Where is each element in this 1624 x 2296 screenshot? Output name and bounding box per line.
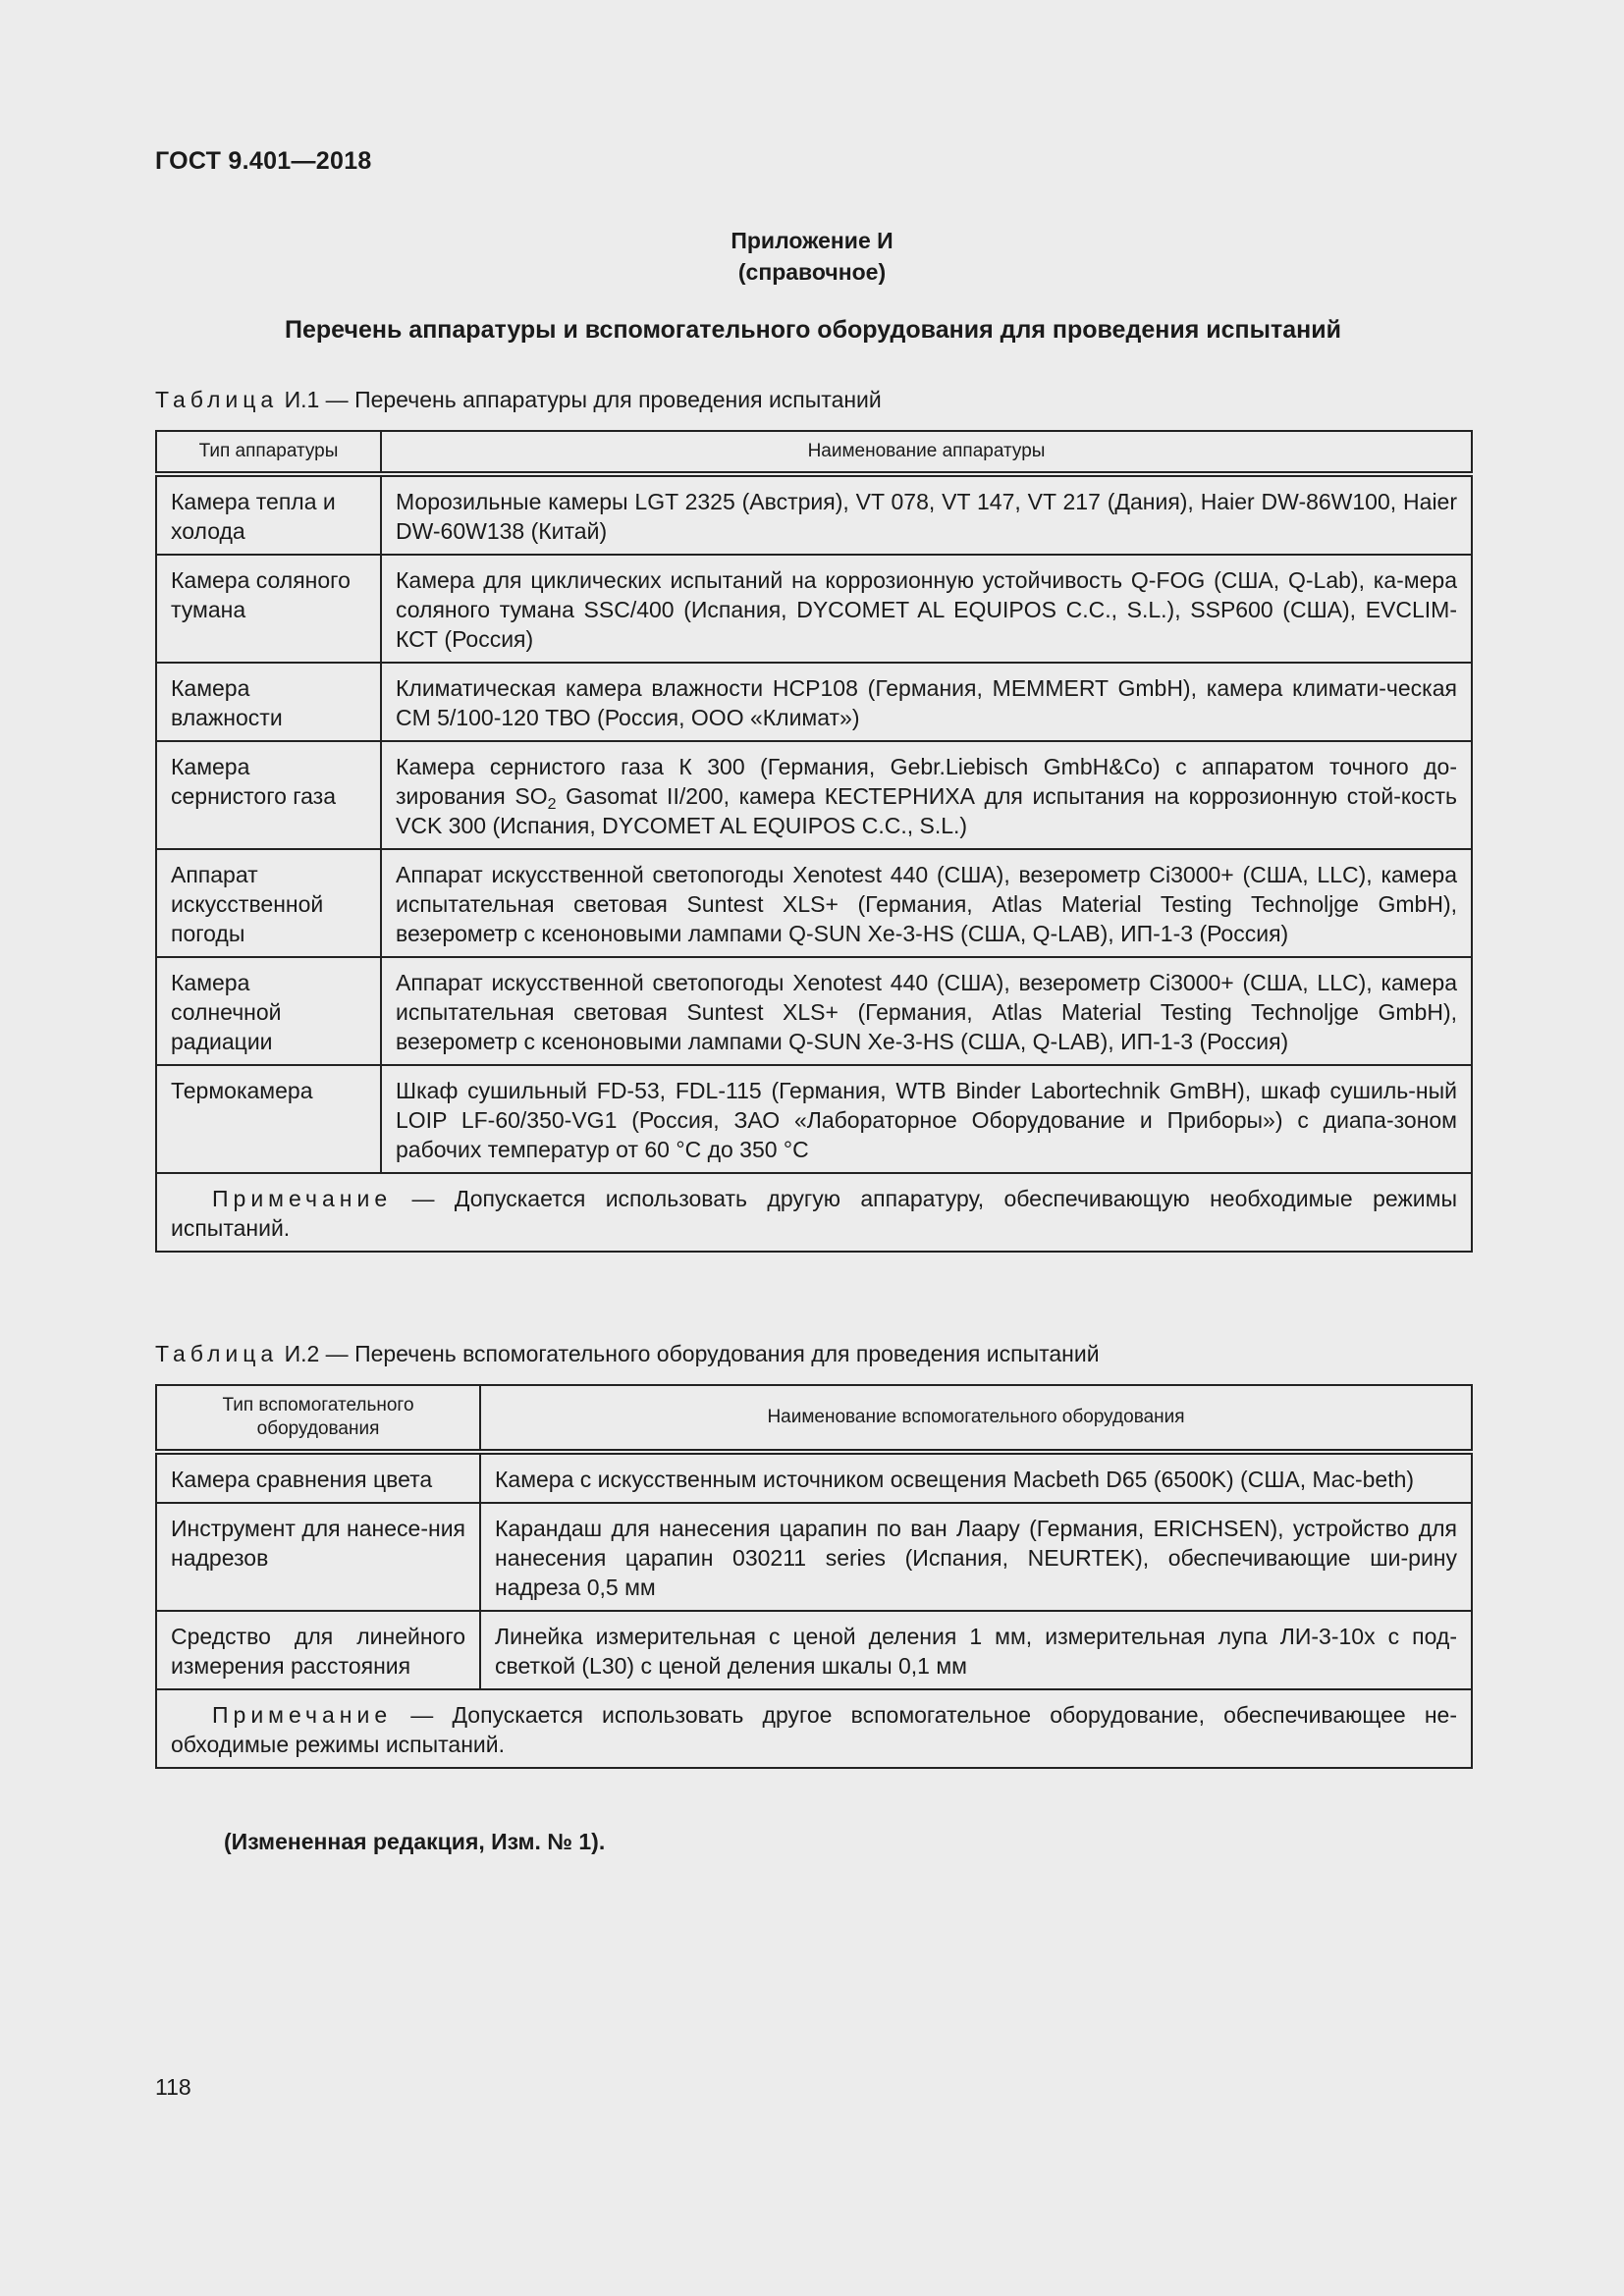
table-row [156,1065,1472,1173]
table1-caption [155,387,882,413]
table2-caption [155,1341,1100,1367]
table-cell-type: Камера сернистого газа [156,741,381,849]
appendix-subtitle: (справочное) [737,259,887,285]
section-title: Перечень аппаратуры и вспомогательного оборудования для проведения испытаний [285,316,1341,344]
table1-caption-text: И.1 — Перечень аппаратуры для проведения испытаний [284,387,882,412]
table-row [156,663,1472,741]
note-text: — Допускается использовать другую аппаратуру, обеспечивающую необходимые режимы испытаний. [171,1186,1457,1241]
table-cell-name-part1: Камера сернистого газа К 300 (Германия, Gebr.Liebisch GmbH&Co) с аппаратом точного до-зирования SO [396,754,1457,809]
subscript-2: 2 [547,796,557,813]
note-label: Примечание [212,1186,393,1211]
table-cell-name: Аппарат искусственной светопогоды Xenotest 440 (США), везерометр Ci3000+ (США, LLC), камера испытательная световая Suntest XLS+ (Германия, Atlas Material Testing Technoljge GmbH), везерометр с ксеноновыми лампами Q-SUN Xe-3-HS (США, Q-LAB), ИП-1-3 (Россия) [381,849,1472,957]
table2-caption-word: Таблица [155,1341,279,1366]
table2-header-row [156,1385,1472,1452]
table-cell-name: Климатическая камера влажности HCP108 (Германия, MEMMERT GmbH), камера климати-ческая CM 5/100-120 ТВО (Россия, ООО «Климат») [381,663,1472,741]
table1 [155,430,1473,1253]
table-row [156,1503,1472,1611]
table-cell-type: Инструмент для нанесе-ния надрезов [156,1503,480,1611]
table-cell-type: Термокамера [156,1065,381,1173]
note-label: Примечание [212,1702,393,1728]
table-cell-name [381,741,1472,849]
table2-note-row [156,1689,1472,1768]
table-row [156,849,1472,957]
table-cell-name: Камера для циклических испытаний на коррозионную устойчивость Q-FOG (США, Q-Lab), ка-мера соляного тумана SSC/400 (Испания, DYCOMET AL EQUIPOS C.C., S.L.), SSP600 (США), EVCLIM-КСТ (Россия) [381,555,1472,663]
table-cell-name: Шкаф сушильный FD-53, FDL-115 (Германия, WTB Binder Labortechnik GmBH), шкаф сушиль-ный LOIP LF-60/350-VG1 (Россия, ЗАО «Лабораторное Оборудование и Приборы») с диапа-зоном рабочих температур от 60 °С до 350 °С [381,1065,1472,1173]
table-cell-type: Средство для линейного измерения расстояния [156,1611,480,1689]
table1-note-row [156,1173,1472,1252]
table1-note [156,1173,1472,1252]
table-cell-type: Камера солнечной радиации [156,957,381,1065]
table1-header-name: Наименование аппаратуры [381,431,1472,474]
table-cell-name: Линейка измерительная с ценой деления 1 мм, измерительная лупа ЛИ-3-10х с под-светкой (L30) с ценой деления шкалы 0,1 мм [480,1611,1472,1689]
table-row [156,1452,1472,1503]
table-cell-name: Морозильные камеры LGT 2325 (Австрия), VT 078, VT 147, VT 217 (Дания), Haier DW-86W100, Haier DW-60W138 (Китай) [381,474,1472,555]
table2-note [156,1689,1472,1768]
table-row [156,474,1472,555]
table-cell-name: Карандаш для нанесения царапин по ван Лаару (Германия, ERICHSEN), устройство для нанесения царапин 030211 series (Испания, NEURTEK), обеспечивающие ши-рину надреза 0,5 мм [480,1503,1472,1611]
table-cell-type: Камера влажности [156,663,381,741]
table-cell-type: Камера тепла и холода [156,474,381,555]
table1-caption-word: Таблица [155,387,279,412]
table2 [155,1384,1473,1769]
amendment-note: (Измененная редакция, Изм. № 1). [224,1829,606,1854]
table2-caption-text: И.2 — Перечень вспомогательного оборудования для проведения испытаний [284,1341,1100,1366]
table-cell-type: Аппарат искусственной погоды [156,849,381,957]
table2-header-type: Тип вспомогательного оборудования [156,1385,480,1452]
appendix-title: Приложение И [731,228,893,253]
table2-header-name: Наименование вспомогательного оборудования [480,1385,1472,1452]
table1-header-row [156,431,1472,474]
document-id: ГОСТ 9.401—2018 [155,147,372,175]
appendix-heading [0,225,1624,288]
table-row [156,1611,1472,1689]
table-cell-name: Аппарат искусственной светопогоды Xenotest 440 (США), везерометр Ci3000+ (США, LLC), камера испытательная световая Suntest XLS+ (Германия, Atlas Material Testing Technoljge GmbH), везерометр с ксеноновыми лампами Q-SUN Xe-3-HS (США, Q-LAB), ИП-1-3 (Россия) [381,957,1472,1065]
table-cell-name-part2: Gasomat II/200, камера КЕСТЕРНИХА для испытания на коррозионную стой-кость VCK 300 (Испания, DYCOMET AL EQUIPOS C.C., S.L.) [396,783,1457,838]
table-cell-type: Камера соляного тумана [156,555,381,663]
table-row [156,957,1472,1065]
table-row [156,555,1472,663]
table1-header-type: Тип аппаратуры [156,431,381,474]
page-number: 118 [155,2074,191,2100]
table-cell-type: Камера сравнения цвета [156,1452,480,1503]
note-text: — Допускается использовать другое вспомогательное оборудование, обеспечивающее не-обходимые режимы испытаний. [171,1702,1457,1757]
table-row [156,741,1472,849]
table-cell-name: Камера с искусственным источником освещения Macbeth D65 (6500K) (США, Mac-beth) [480,1452,1472,1503]
